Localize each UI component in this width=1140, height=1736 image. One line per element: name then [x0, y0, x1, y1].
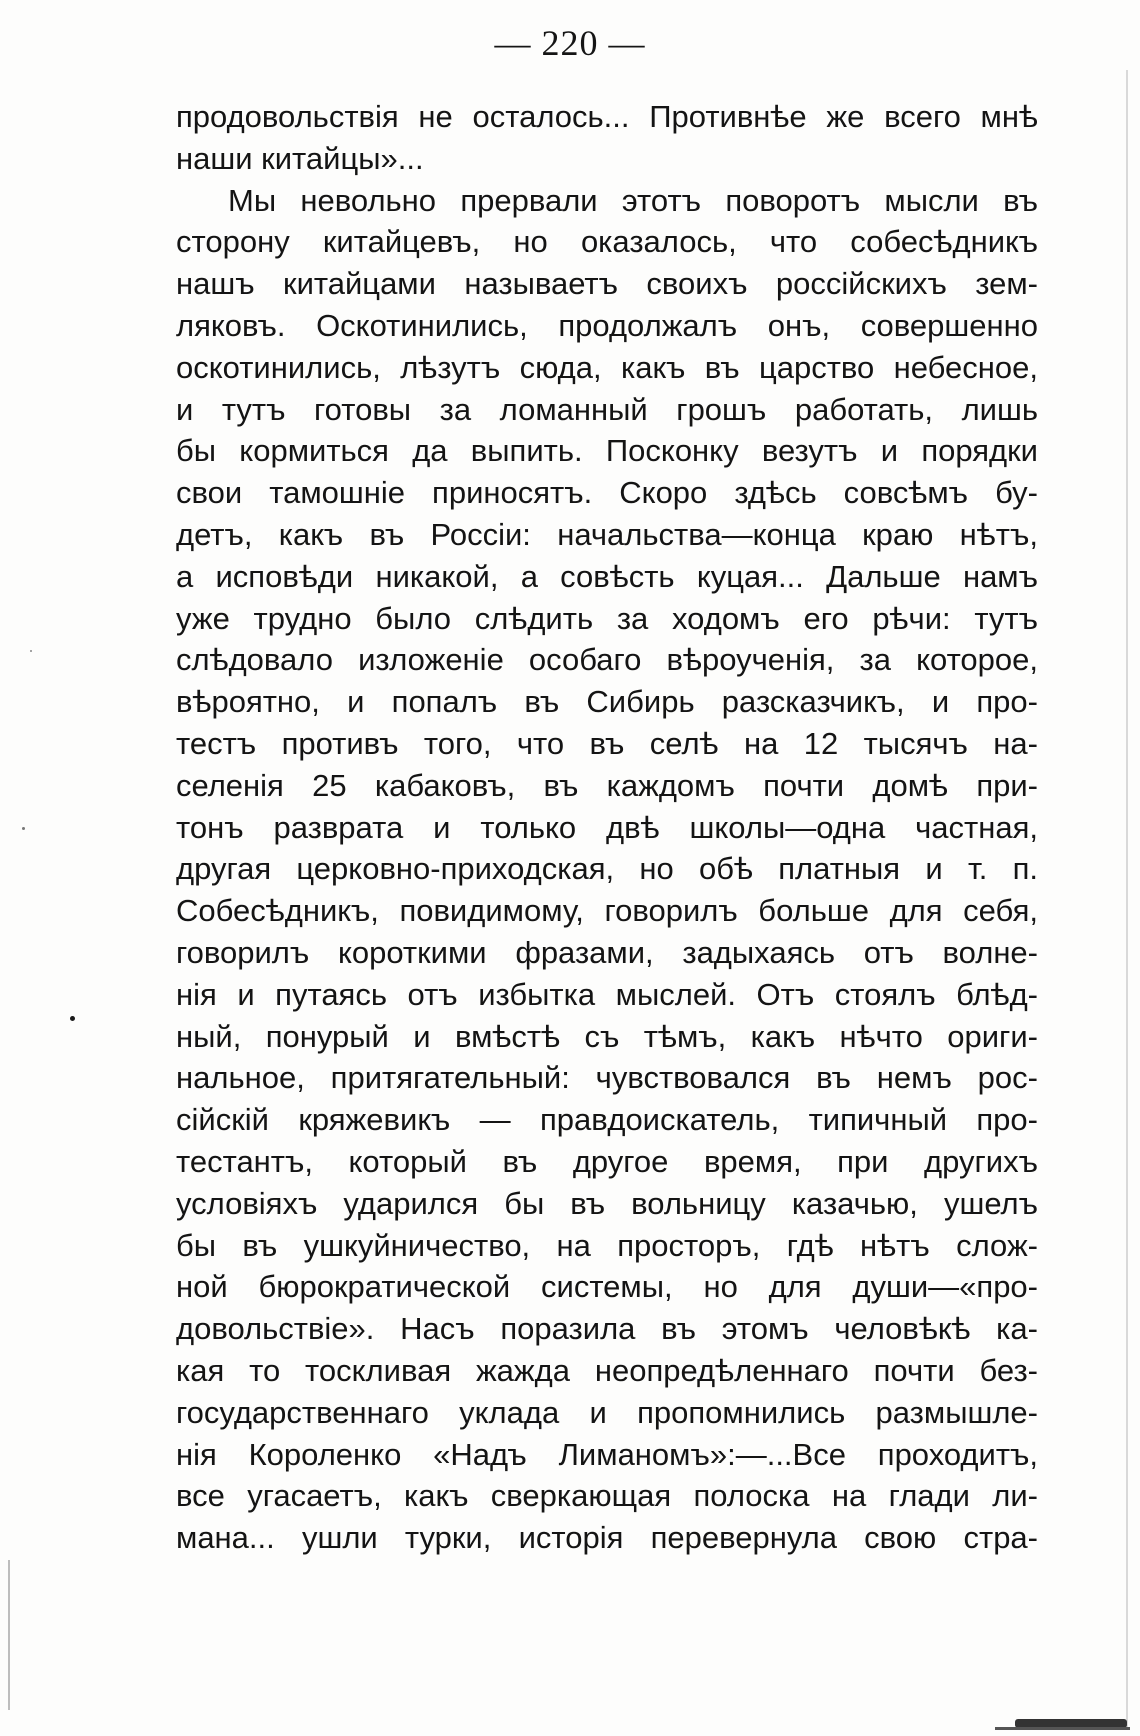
ink-smudge-base: [995, 1727, 1130, 1730]
text-line: бы въ ушкуйничество, на просторъ, гдѣ нѣтъ слож-: [176, 1227, 1038, 1263]
text-line: довольствіе». Насъ поразила въ этомъ человѣкѣ ка-: [176, 1311, 1038, 1347]
body-text: [176, 96, 1038, 1559]
text-line: кая то тоскливая жажда неопредѣленнаго почти без-: [176, 1352, 1038, 1388]
text-line: нашъ китайцами называетъ своихъ россійскихъ зем-: [176, 266, 1038, 302]
text-line: оскотинились, лѣзутъ сюда, какъ въ царство небесное,: [176, 349, 1038, 385]
text-line: тестантъ, который въ другое время, при другихъ: [176, 1143, 1038, 1179]
text-line: говорилъ короткими фразами, задыхаясь отъ волне-: [176, 934, 1038, 970]
text-line: бы кормиться да выпить. Посконку везутъ и порядки: [176, 433, 1038, 469]
text-line: свои тамошніе приносятъ. Скоро здѣсь совсѣмъ бу-: [176, 475, 1038, 511]
text-line: ный, понурый и вмѣстѣ съ тѣмъ, какъ нѣчто ориги-: [176, 1018, 1038, 1054]
text-line: государственнаго уклада и пропомнились размышле-: [176, 1394, 1038, 1430]
text-line: уже трудно было слѣдить за ходомъ его рѣчи: тутъ: [176, 600, 1038, 636]
text-line: сторону китайцевъ, но оказалось, что собесѣдникъ: [176, 224, 1038, 260]
text-line: селенія 25 кабаковъ, въ каждомъ почти домѣ при-: [176, 767, 1038, 803]
scan-margin-line: [8, 1560, 10, 1710]
text-line: мана... ушли турки, исторія перевернула свою стра-: [176, 1520, 1038, 1556]
text-line: слѣдовало изложеніе особаго вѣроученія, за которое,: [176, 642, 1038, 678]
scan-edge-line: [1126, 70, 1128, 1730]
text-line: нія и путаясь отъ избытка мыслей. Отъ стоялъ блѣд-: [176, 976, 1038, 1012]
ink-speck: [70, 1016, 75, 1021]
text-line: нальное, притягательный: чувствовался въ немъ рос-: [176, 1060, 1038, 1096]
text-line: ляковъ. Оскотинились, продолжалъ онъ, совершенно: [176, 307, 1038, 343]
text-line: тонъ разврата и только двѣ школы—одна частная,: [176, 809, 1038, 845]
text-line: а исповѣди никакой, а совѣсть куцая... Дальше намъ: [176, 558, 1038, 594]
ink-speck: [30, 650, 32, 652]
paragraph-start-line: Мы невольно прервали этотъ поворотъ мысли въ: [228, 182, 1038, 218]
ink-speck: [22, 827, 25, 830]
text-line: Собесѣдникъ, повидимому, говорилъ больше для себя,: [176, 893, 1038, 929]
text-line: вѣроятно, и попалъ въ Сибирь разсказчикъ, и про-: [176, 684, 1038, 720]
page-number: — 220 —: [494, 23, 646, 63]
text-line: продовольствія не осталось... Противнѣе же всего мнѣ: [176, 99, 1038, 134]
text-line: нія Короленко «Надъ Лиманомъ»:—...Все проходитъ,: [176, 1436, 1038, 1472]
text-line: все угасаетъ, какъ сверкающая полоска на глади ли-: [176, 1478, 1038, 1514]
text-line: ной бюрократической системы, но для души—«про-: [176, 1269, 1038, 1305]
text-line: условіяхъ ударился бы въ вольницу казачью, ушелъ: [176, 1185, 1038, 1221]
text-line: сійскій кряжевикъ — правдоискатель, типичный про-: [176, 1102, 1038, 1138]
text-line: детъ, какъ въ Россіи: начальства—конца краю нѣтъ,: [176, 516, 1038, 552]
text-line: наши китайцы»...: [176, 140, 424, 176]
text-line: тестъ противъ того, что въ селѣ на 12 тысячъ на-: [176, 725, 1038, 761]
text-line: другая церковно-приходская, но обѣ платныя и т. п.: [176, 851, 1038, 887]
text-line: и тутъ готовы за ломанный грошъ работать, лишь: [176, 391, 1038, 427]
